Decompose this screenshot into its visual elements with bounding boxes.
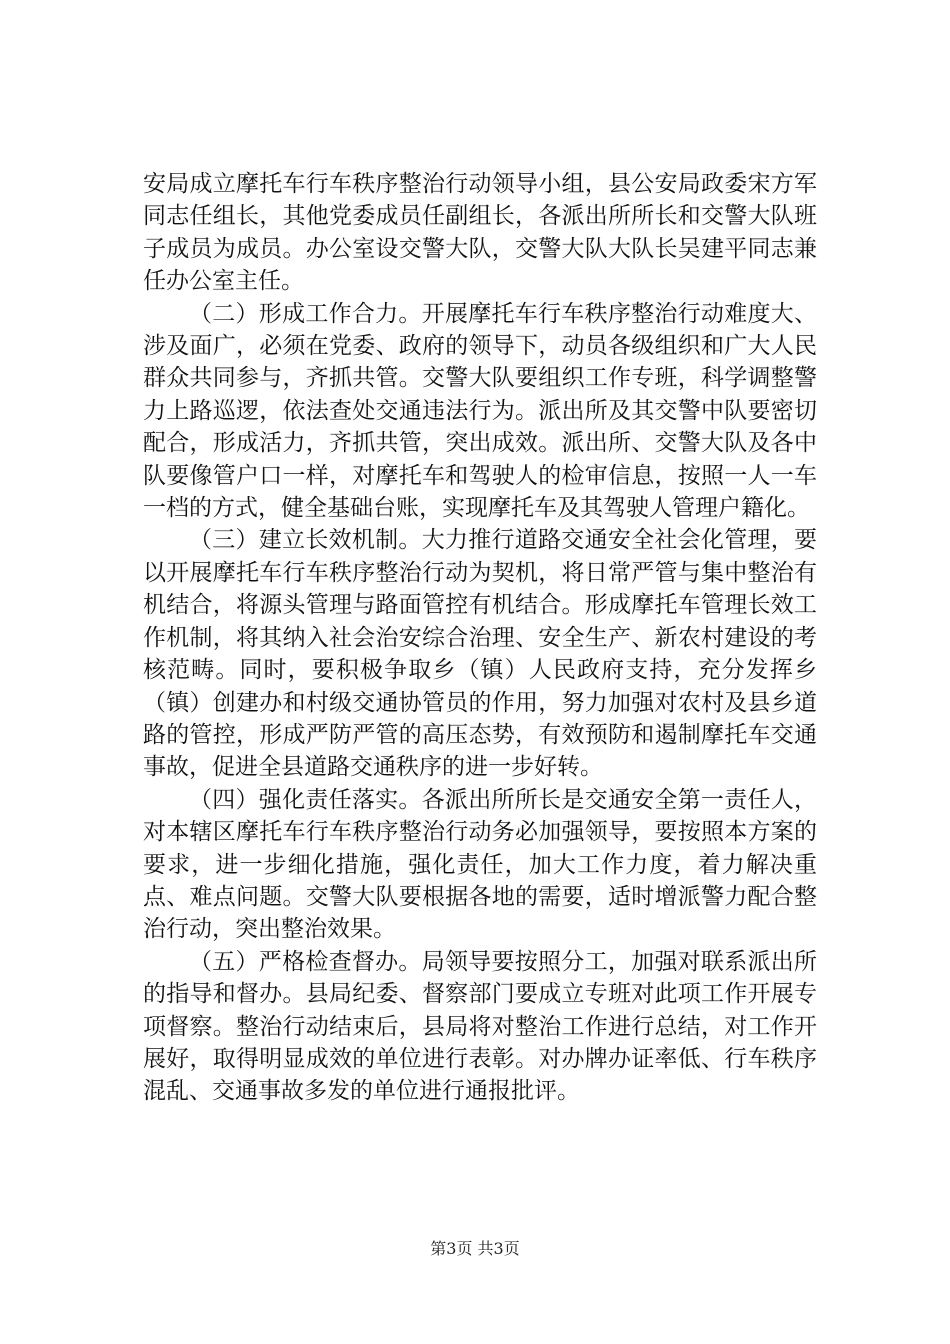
paragraph-section-4: （四）强化责任落实。各派出所所长是交通安全第一责任人，对本辖区摩托车行车秩序整治行动务必加强领导，要按照本方案的要求，进一步细化措施，强化责任，加大工作力度，着力解决重点、难点问题。交警大队要根据各地的需要，适时增派警力配合整治行动，突出整治效果。 (143, 786, 817, 943)
document-body (143, 168, 817, 1108)
page-number-footer: 第3页 共3页 (430, 1239, 520, 1258)
paragraph-section-5: （五）严格检查督办。局领导要按照分工，加强对联系派出所的指导和督办。县局纪委、督察部门要成立专班对此项工作开展专项督察。整治行动结束后，县局将对整治工作进行总结，对工作开展好，取得明显成效的单位进行表彰。对办牌办证率低、行车秩序混乱、交通事故多发的单位进行通报批评。 (143, 948, 817, 1105)
paragraph-continuation: 安局成立摩托车行车秩序整治行动领导小组，县公安局政委宋方军同志任组长，其他党委成员任副组长，各派出所所长和交警大队班子成员为成员。办公室设交警大队，交警大队大队长吴建平同志兼任办公室主任。 (143, 171, 817, 295)
paragraph-section-2: （二）形成工作合力。开展摩托车行车秩序整治行动难度大、涉及面广，必须在党委、政府的领导下，动员各级组织和广大人民群众共同参与，齐抓共管。交警大队要组织工作专班，科学调整警力上路巡逻，依法查处交通违法行为。派出所及其交警中队要密切配合，形成活力，齐抓共管，突出成效。派出所、交警大队及各中队要像管户口一样，对摩托车和驾驶人的检审信息，按照一人一车一档的方式，健全基础台账，实现摩托车及其驾驶人管理户籍化。 (143, 300, 817, 522)
paragraph-section-3: （三）建立长效机制。大力推行道路交通安全社会化管理，要以开展摩托车行车秩序整治行动为契机，将日常严管与集中整治有机结合，将源头管理与路面管控有机结合。形成摩托车管理长效工作机制，将其纳入社会治安综合治理、安全生产、新农村建设的考核范畴。同时，要积极争取乡（镇）人民政府支持，充分发挥乡（镇）创建办和村级交通协管员的作用，努力加强对农村及县乡道路的管控，形成严防严管的高压态势，有效预防和遏制摩托车交通事故，促进全县道路交通秩序的进一步好转。 (143, 527, 817, 781)
